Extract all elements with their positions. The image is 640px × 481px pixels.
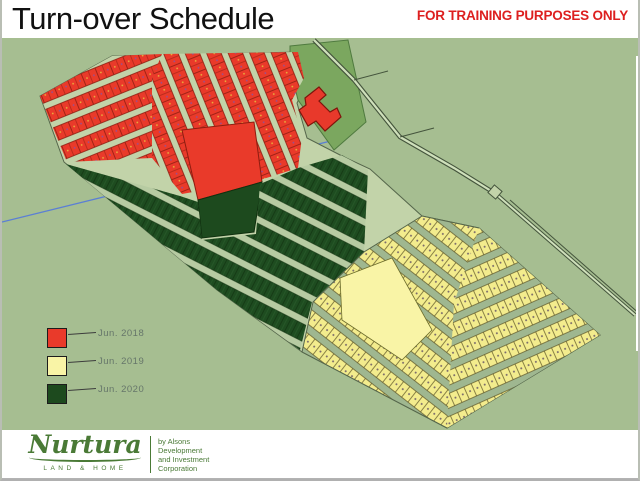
legend-label-2019: Jun. 2019 <box>98 356 145 367</box>
legend-item-2018 <box>47 328 144 347</box>
logo-brand: Nurtura <box>28 430 142 459</box>
legend-item-2019 <box>47 356 144 375</box>
map-right-gap <box>636 56 640 351</box>
legend-leader-line <box>68 360 96 363</box>
legend-label-2018: Jun. 2018 <box>98 328 145 339</box>
logo-divider <box>150 436 151 473</box>
legend-swatch-2020 <box>47 384 67 404</box>
page-title: Turn-over Schedule <box>12 1 275 36</box>
logo-tagline: LAND & HOME <box>43 465 127 472</box>
legend-leader-line <box>68 388 96 391</box>
legend-leader-line <box>68 332 96 335</box>
legend-item-2020 <box>47 384 144 403</box>
legend <box>47 328 144 412</box>
legend-label-2020: Jun. 2020 <box>98 384 145 395</box>
logo-byline-line: and Investment <box>158 455 210 464</box>
logo-byline-line: by Alsons <box>158 437 191 446</box>
logo-byline-line: Development <box>158 446 203 455</box>
company-logo <box>26 432 144 472</box>
footer <box>2 430 640 481</box>
legend-swatch-2018 <box>47 328 67 348</box>
logo-byline-line: Corporation <box>158 464 198 473</box>
training-banner: FOR TRAINING PURPOSES ONLY <box>416 8 628 23</box>
logo-byline <box>158 437 209 473</box>
legend-swatch-2019 <box>47 356 67 376</box>
